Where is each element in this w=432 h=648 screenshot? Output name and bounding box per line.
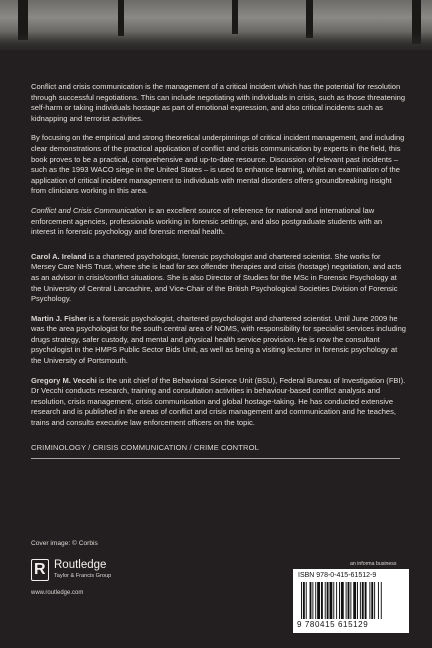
barcode-bar [301,582,302,619]
divider [31,458,400,459]
barcode-bar [362,582,364,619]
book-title-italic: Conflict and Crisis Communication [31,205,147,215]
publisher-website: www.routledge.com [31,590,84,596]
barcode-bar [339,582,340,619]
barcode-bar [303,582,305,619]
barcode-bar [336,582,337,619]
author-name: Gregory M. Vecchi [31,375,97,385]
author-bio-ireland [31,252,406,305]
cover-credit: Cover image: © Corbis [31,540,98,547]
barcode-bar [369,582,370,619]
barcode-bar [327,582,329,619]
paragraph-3-rest: is an excellent source of reference for national and international law enforcement agencies, professionals working in forensic settings, and also postgraduate students with an interest in forensic psychology and forensic mental health. [31,205,383,237]
barcode-bar [360,582,361,619]
isbn-barcode [293,569,409,633]
barcode-bar [341,582,344,619]
barcode-bar [371,582,373,619]
barcode-bar [333,582,334,619]
barcode-bar [312,582,313,619]
barcode-bar [357,582,358,619]
barcode-bar [317,582,320,619]
barcode-bar [350,582,351,619]
isbn-number: ISBN 978-0-415-61512-9 [298,572,377,579]
author-bio-fisher [31,314,406,367]
author-bio-text: is a chartered psychologist, forensic psychologist and chartered scientist. She works for Mersey Care NHS Trust, where she is lead for sex offender therapies and crisis (hostage) negotiation, and acts as an advisor in crisis/conflict situations. She is also Director of Studies for the MSc in Forensic Psychology at the University of Central Lancashire, and Vice-Chair of the British Psychological Societies Division of Forensic Psychology. [31,251,402,304]
barcode-bar [378,582,379,619]
routledge-logo [31,559,141,589]
publisher-group: Taylor & Francis Group [54,573,112,579]
barcode-bar [306,582,307,619]
author-name: Carol A. Ireland [31,251,87,261]
routledge-mark-icon: R [31,559,49,581]
informa-tagline: an informa business [350,561,397,567]
description-paragraph-2: By focusing on the empirical and strong theoretical underpinnings of critical incident management, and including clear demonstrations of the practical application of conflict and crisis communication by experts in the field, this book proves to be a practical, comprehensive and up-to-date resource. Discussion of relevant past incidents – such as the 1993 WACO siege in the United States – is used to enhance learning, whilst an examination of the application of critical incident management to individuals with mental disorders offers groundbreaking insight from clinicians working in this area. [31,133,405,196]
barcode-digits: 9 780415 615129 [297,620,369,629]
description-paragraph-3 [31,206,406,238]
author-name: Martin J. Fisher [31,313,87,323]
barcode-bar [315,582,316,619]
barcode-bar [325,582,326,619]
publisher-name: Routledge [54,559,107,571]
barcode-bar [330,582,333,619]
author-bio-vecchi [31,376,406,429]
author-bio-text: is the unit chief of the Behavioral Science Unit (BSU), Federal Bureau of Investigation (FBI). Dr Vecchi conducts research, training and consultation activities in behaviour-based conflict analysis and resolution, crisis management, crisis communication and global hostage-taking. He has conducted extensive research and is published in the areas of conflict and crisis management and communication and he teaches, trains and consults executive law enforcement officers on the topic. [31,375,406,428]
barcode-bar [346,582,347,619]
barcode-bar [365,582,367,619]
barcode-bar [381,582,382,619]
barcode-bar [374,582,375,619]
cover-photo [0,0,432,50]
author-bio-text: is a forensic psychologist, chartered psychologist and chartered scientist. Until June 2009 he was the area psychologist for the south central area of NOMS, with responsibility for specialist services including drugs strategy, safer custody, and mental and physical health service provision. He is now the consultant psychologist in the HMPS Public Sector Bids Unit, as well as being a visiting lecturer in forensic psychology at the University of Portsmouth. [31,313,407,366]
description-paragraph-1: Conflict and crisis communication is the management of a critical incident which has the potential for resolution through successful negotiations. This can include negotiating with individuals in crisis, such as those threatening self-harm or taking individuals hostage as part of emotional expression, and also critical incidents such as kidnapping and terrorist activities. [31,82,406,123]
back-cover-text [31,82,406,459]
barcode-icon [301,582,401,619]
barcode-bar [310,582,312,619]
barcode-bar [348,582,350,619]
subject-categories: CRIMINOLOGY / CRISIS COMMUNICATION / CRIME CONTROL [31,442,259,452]
barcode-bar [321,582,323,619]
barcode-bar [353,582,356,619]
